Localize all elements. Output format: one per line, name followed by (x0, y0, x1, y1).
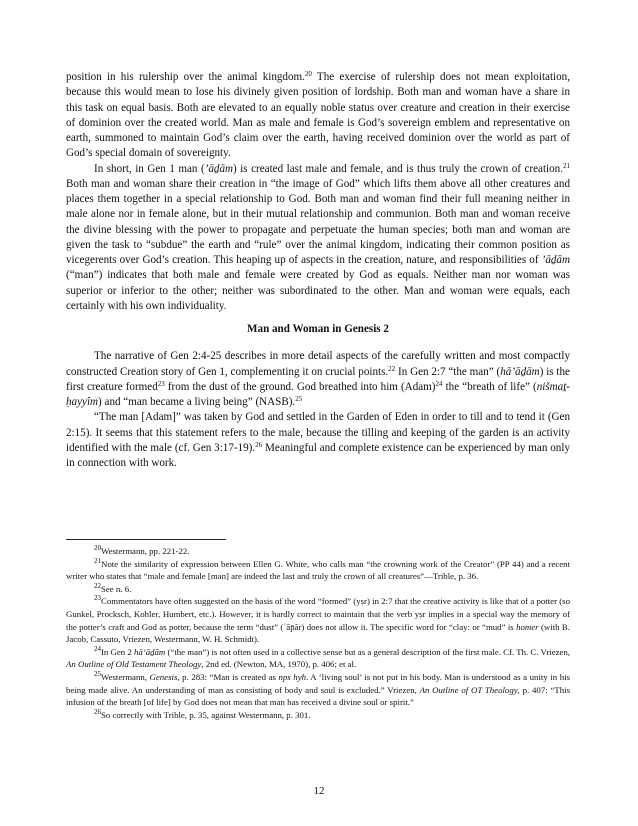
text-run: In Gen 2:7 “the man” ( (395, 365, 501, 378)
footnote-number: 25 (94, 669, 101, 678)
book-title: An Outline of Old Testament Theology (66, 659, 202, 670)
text-run: ) and “man became a living being” (NASB). (98, 396, 296, 408)
text-run: ) is created last male and female, and is thus truly the crown of creation. (233, 162, 563, 175)
text-run: The exercise of rulership does not mean exploitation, because this would mean to lose his divinely given position of lordship. Both man and woman have a share in this task on equal basis. Both are elevated to an equally noble status over creature and creation in their exercise of dominion over the created world. Man as male and female is God’s sovereign emblem and representative on earth, summoned to maintain God’s claim over the earth, having received dominion over the world as part of God’s special domain of sovereignty. (66, 71, 570, 160)
footnote-text: , p. 283: “Man is created as (177, 671, 279, 682)
hebrew-term: nps hyh (278, 671, 306, 682)
footnote-24 (66, 646, 570, 671)
footnote-number: 23 (94, 594, 101, 603)
hebrew-term: hā’āḏām (500, 365, 540, 378)
footnote-number: 22 (94, 581, 101, 590)
hebrew-term: ’āḏām (204, 162, 234, 175)
text-run: the “breath of life” ( (442, 380, 537, 393)
footnote-20 (66, 545, 570, 558)
footnote-text: So correctly with Trible, p. 35, against Westermann, p. 301. (101, 709, 311, 720)
footnote-text: Note the similarity of expression between Ellen G. White, who calls man “the crowning work of the Creator” (PP 44) and a recent writer who states that “male and female [man] are indeed the last and truly the crown of all creatures”—Trible, p. 36. (66, 558, 570, 582)
section-heading: Man and Woman in Genesis 2 (247, 323, 389, 335)
text-run: In short, in Gen 1 man ( (94, 162, 205, 175)
footnote-text: Westermann, (101, 671, 150, 682)
footnote-ref: 25 (295, 395, 303, 403)
body-text (66, 70, 570, 471)
footnote-text: (“the man”) is not often used in a collective sense but as a general description of the first male. Cf. Th. C. Vriezen, (165, 646, 571, 657)
footnote-25 (66, 671, 570, 709)
footnote-number: 21 (94, 556, 101, 565)
footnote-text: Westermann, pp. 221-22. (101, 546, 190, 556)
hebrew-term: homer (516, 621, 539, 632)
footnote-text: , 2nd ed. (Newton, MA, 1970), p. 406; et al. (201, 659, 357, 670)
paragraph-1 (66, 70, 570, 162)
footnote-text: In Gen 2 (101, 646, 134, 657)
footnote-ref: 26 (255, 440, 263, 449)
text-run: position in his rulership over the animal kingdom. (66, 71, 305, 83)
text-run: (“man”) indicates that both male and female were created by God as equals. Neither man nor woman was superior or inferior to the other; neither was subordinated to the other. Man and woman were equals, each certainly with his own individuality. (66, 269, 570, 312)
text-run: Both man and woman share their creation in “the image of God” which lifts them above all other creatures and places them together in a special relationship to God. Both man and woman find their full meaning neither in male alone nor in female alone, but in their mutual relationship and communion. Both man and woman receive the divine blessing with the power to propagate and perpetuate the human species; both man and woman are given the task to “subdue” the earth and “rule” over the animal kingdom, indicating their common position as vicegerents over God’s creation. This heaping up of aspects in the creation, nature, and responsibilities of (66, 177, 570, 266)
hebrew-term: hā’āḏām (134, 646, 166, 657)
book-title: Genesis (149, 671, 178, 682)
footnote-text: . A ‘living soul’ is not put in his body. Man is understood as a unity in his being made alive. An understanding of man as consisting of body and soul is excluded.” Vriezen, (66, 671, 570, 695)
paragraph-2 (66, 162, 570, 315)
hebrew-term: ’āḏām (541, 254, 570, 266)
text-run: The narrative of Gen 2:4-25 describes in more detail aspects of the carefully written and most compactly constructed Creation story of Gen 1, complementing it on crucial points. (66, 350, 570, 378)
paragraph-3 (66, 349, 570, 410)
footnote-divider (66, 539, 226, 540)
footnote-text: Commentators have often suggested on the basis of the word “formed” (yṣr) in 2:7 that the creative activity is like that of a potter (so Gunkel, Procksch, Kohler, Humbert, etc.). However, it is hardly correct to maintain that the verb yṣr implies in a special way the memory of the potter’s craft and God as potter, because the term “dust” (ʿāp̄ār) does not allow it. The specific word for “clay: or “mud” is (66, 596, 570, 632)
footnote-text: See n. 6. (101, 583, 132, 594)
footnote-ref: 22 (388, 364, 396, 373)
text-run: Meaningful and complete existence can be experienced by man only in connection with work. (66, 441, 570, 469)
footnote-ref: 24 (435, 379, 443, 388)
footnote-ref: 21 (563, 161, 570, 170)
footnote-22 (66, 583, 570, 596)
text-run: from the dust of the ground. God breathed into him (Adam) (164, 380, 436, 393)
footnote-26 (66, 709, 570, 722)
footnotes (66, 545, 570, 721)
paragraph-4 (66, 410, 570, 471)
footnote-ref: 20 (304, 70, 312, 78)
text-run: ) is the first creature formed (66, 365, 570, 393)
hebrew-term: nišmaṯ-ḥayyîm (66, 380, 570, 408)
footnote-text: , p. 407: “This infusion of the breath [of life] by God does not mean that man has received a divine soul or spirit.” (66, 684, 571, 708)
book-title: An Outline of OT Theology (419, 684, 518, 695)
footnote-21 (66, 558, 570, 583)
page-number: 12 (313, 785, 325, 797)
footnote-23 (66, 595, 570, 645)
footnote-number: 20 (94, 544, 101, 552)
footnote-number: 26 (94, 707, 101, 716)
footnote-ref: 23 (157, 379, 165, 388)
text-run: “The man [Adam]” was taken by God and settled in the Garden of Eden in order to till and to tend it (Gen 2:15). It seems that this statement refers to the male, because the tilling and keeping of the garden is an activity identified with the male (cf. Gen 3:17-19). (66, 411, 570, 454)
footnote-number: 24 (94, 644, 101, 653)
footnote-text: (with B. Jacob, Cassuto, Vriezen, Westermann, W. H. Schmidt). (66, 621, 570, 645)
